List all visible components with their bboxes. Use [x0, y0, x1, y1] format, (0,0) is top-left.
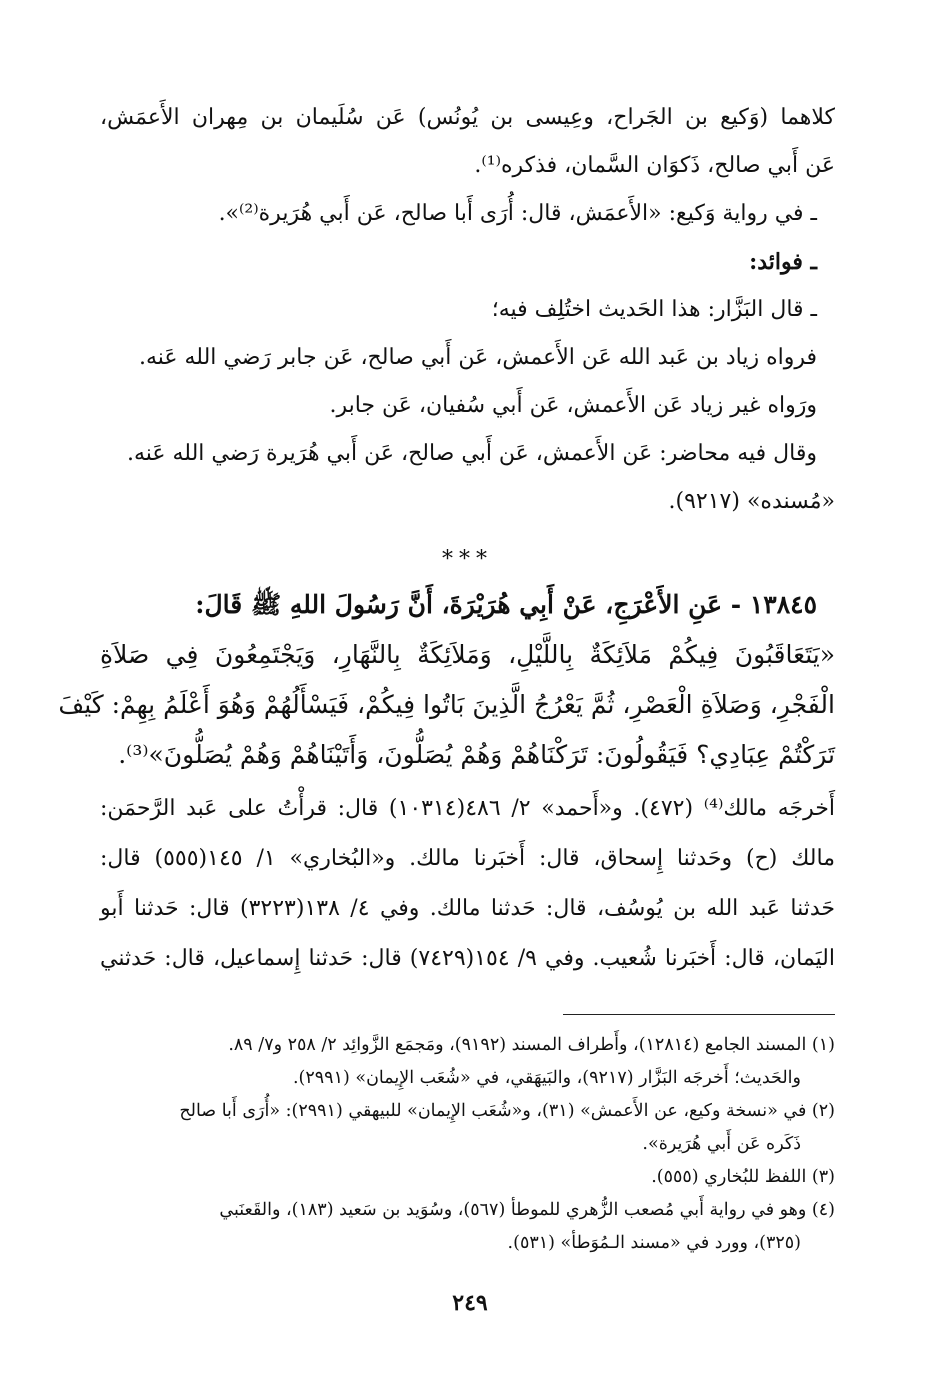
sources-block: [100, 784, 835, 984]
text-line: «مُسنده» (٩٢١٧).: [668, 489, 835, 514]
hadith-text-line: «يَتَعَاقَبُونَ فِيكُمْ مَلاَئِكَةٌ بِاللَّيْلِ، وَمَلاَئِكَةٌ بِالنَّهَارِ، وَيَجْتَمِعُونَ فِي صَلاَةِ: [100, 640, 835, 669]
sources-line: اليَمان، قال: أَخبَرنا شُعيب. وفي ٩/ ١٥٤(٧٤٢٩) قال: حَدثنا إِسماعيل، قال: حَدثني: [100, 946, 835, 971]
sources-line: أَخرجَه مالك⁽⁴⁾ (٤٧٢). و«أَحمد» ٢/ ٤٨٦(١٠٣١٤) قال: قرأْتُ على عَبد الرَّحمَن:: [100, 796, 836, 821]
footnote-4: (٤) وهو في رواية أَبي مُصعب الزُّهري للموطأ (٥٦٧)، وسُوَيد بن سَعيد (١٨٣)، والقَعنَبي: [219, 1200, 835, 1220]
text-line: ـ قال البَزَّار: هذا الحَديث اختُلِف فيه؛: [491, 297, 817, 322]
hadith-text-line: تَرَكْتُمْ عِبَادِي؟ فَيَقُولُونَ: تَرَكْنَاهُمْ وَهُمْ يُصَلُّونَ، وَأَتَيْنَاهُمْ وَهُمْ يُصَلُّونَ»⁽³⁾.: [118, 740, 835, 769]
footnote-1-continued: والحَديث؛ أَخرجَه البَزَّار (٩٢١٧)، والبَيهَقي، في «شُعَب الإِيمان» (٢٩٩١).: [292, 1068, 801, 1088]
text-line: فرواه زياد بن عَبد الله عَن الأَعمش، عَن أَبي صالح، عَن جابر رَضي الله عَنه.: [138, 345, 817, 370]
text-line: وقال فيه محاضر: عَن الأَعمش، عَن أَبي صالح، عَن أَبي هُرَيرة رَضي الله عَنه.: [126, 441, 817, 466]
text-line: كلاهما (وَكيع بن الجَراح، وعِيسى بن يُونُس) عَن سُلَيمان بن مِهران الأَعمَش،: [100, 105, 835, 130]
footnote-1: (١) المسند الجامع (١٢٨١٤)، وأَطراف المسند (٩١٩٢)، ومَجمَع الزَّوائِد ٢/ ٢٥٨ و٧/ ٨٩.: [228, 1035, 835, 1055]
sources-line: حَدثنا عَبد الله بن يُوسُف، قال: حَدثنا مالك. وفي ٤/ ١٣٨(٣٢٢٣) قال: حَدثنا أَبو: [100, 896, 835, 921]
footnote-divider: [563, 1014, 835, 1015]
footnote-3: (٣) اللفظ للبُخاري (٥٥٥).: [651, 1167, 835, 1187]
hadith-text-line: الْفَجْرِ، وَصَلاَةِ الْعَصْرِ، ثُمَّ يَعْرُجُ الَّذِينَ بَاتُوا فِيكُمْ، فَيَسْأَلُهُمْ وَهُوَ أَعْلَمُ بِهِمْ: كَيْفَ: [58, 690, 835, 719]
footnote-2-continued: ذَكَره عَن أَبي هُرَيرة».: [642, 1134, 801, 1154]
page-number: ٢٤٩: [452, 1290, 488, 1316]
footnote-4-continued: (٣٢٥)، وورد في «مسند الـمُوَطأ» (٥٣١).: [507, 1233, 801, 1253]
hadith-number-line: ١٣٨٤٥ - عَنِ الأَعْرَجِ، عَنْ أَبِي هُرَيْرَةَ، أَنَّ رَسُولَ اللهِ ﷺ قَالَ:: [195, 590, 817, 619]
footnotes-block: [100, 1029, 835, 1260]
footnote-2: (٢) في «نسخة وكيع، عن الأَعمش» (٣١)، و«شُعَب الإِيمان» للبيهقي (٢٩٩١): «أُرَى أَبا صالح: [179, 1101, 835, 1121]
section-heading-fawaid: ـ فوائد:: [749, 249, 817, 275]
sources-line: مالك (ح) وحَدثنا إِسحاق، قال: أَخبَرنا مالك. و«البُخاري» ١/ ١٤٥(٥٥٥) قال:: [100, 846, 835, 871]
text-line: ورَواه غير زياد عَن الأَعمش، عَن أَبي سُفيان، عَن جابر.: [329, 393, 817, 418]
text-line: عَن أَبي صالح، ذَكوَان السَّمان، فذكره⁽¹⁾.: [474, 153, 835, 178]
hadith-block: [58, 580, 835, 780]
text-line: ـ في رواية وَكيع: «الأَعمَش، قال: أُرَى أَبا صالح، عَن أَبي هُرَيرة⁽²⁾».: [218, 201, 817, 226]
section-separator: ***: [442, 547, 493, 572]
header-block: [100, 94, 835, 526]
